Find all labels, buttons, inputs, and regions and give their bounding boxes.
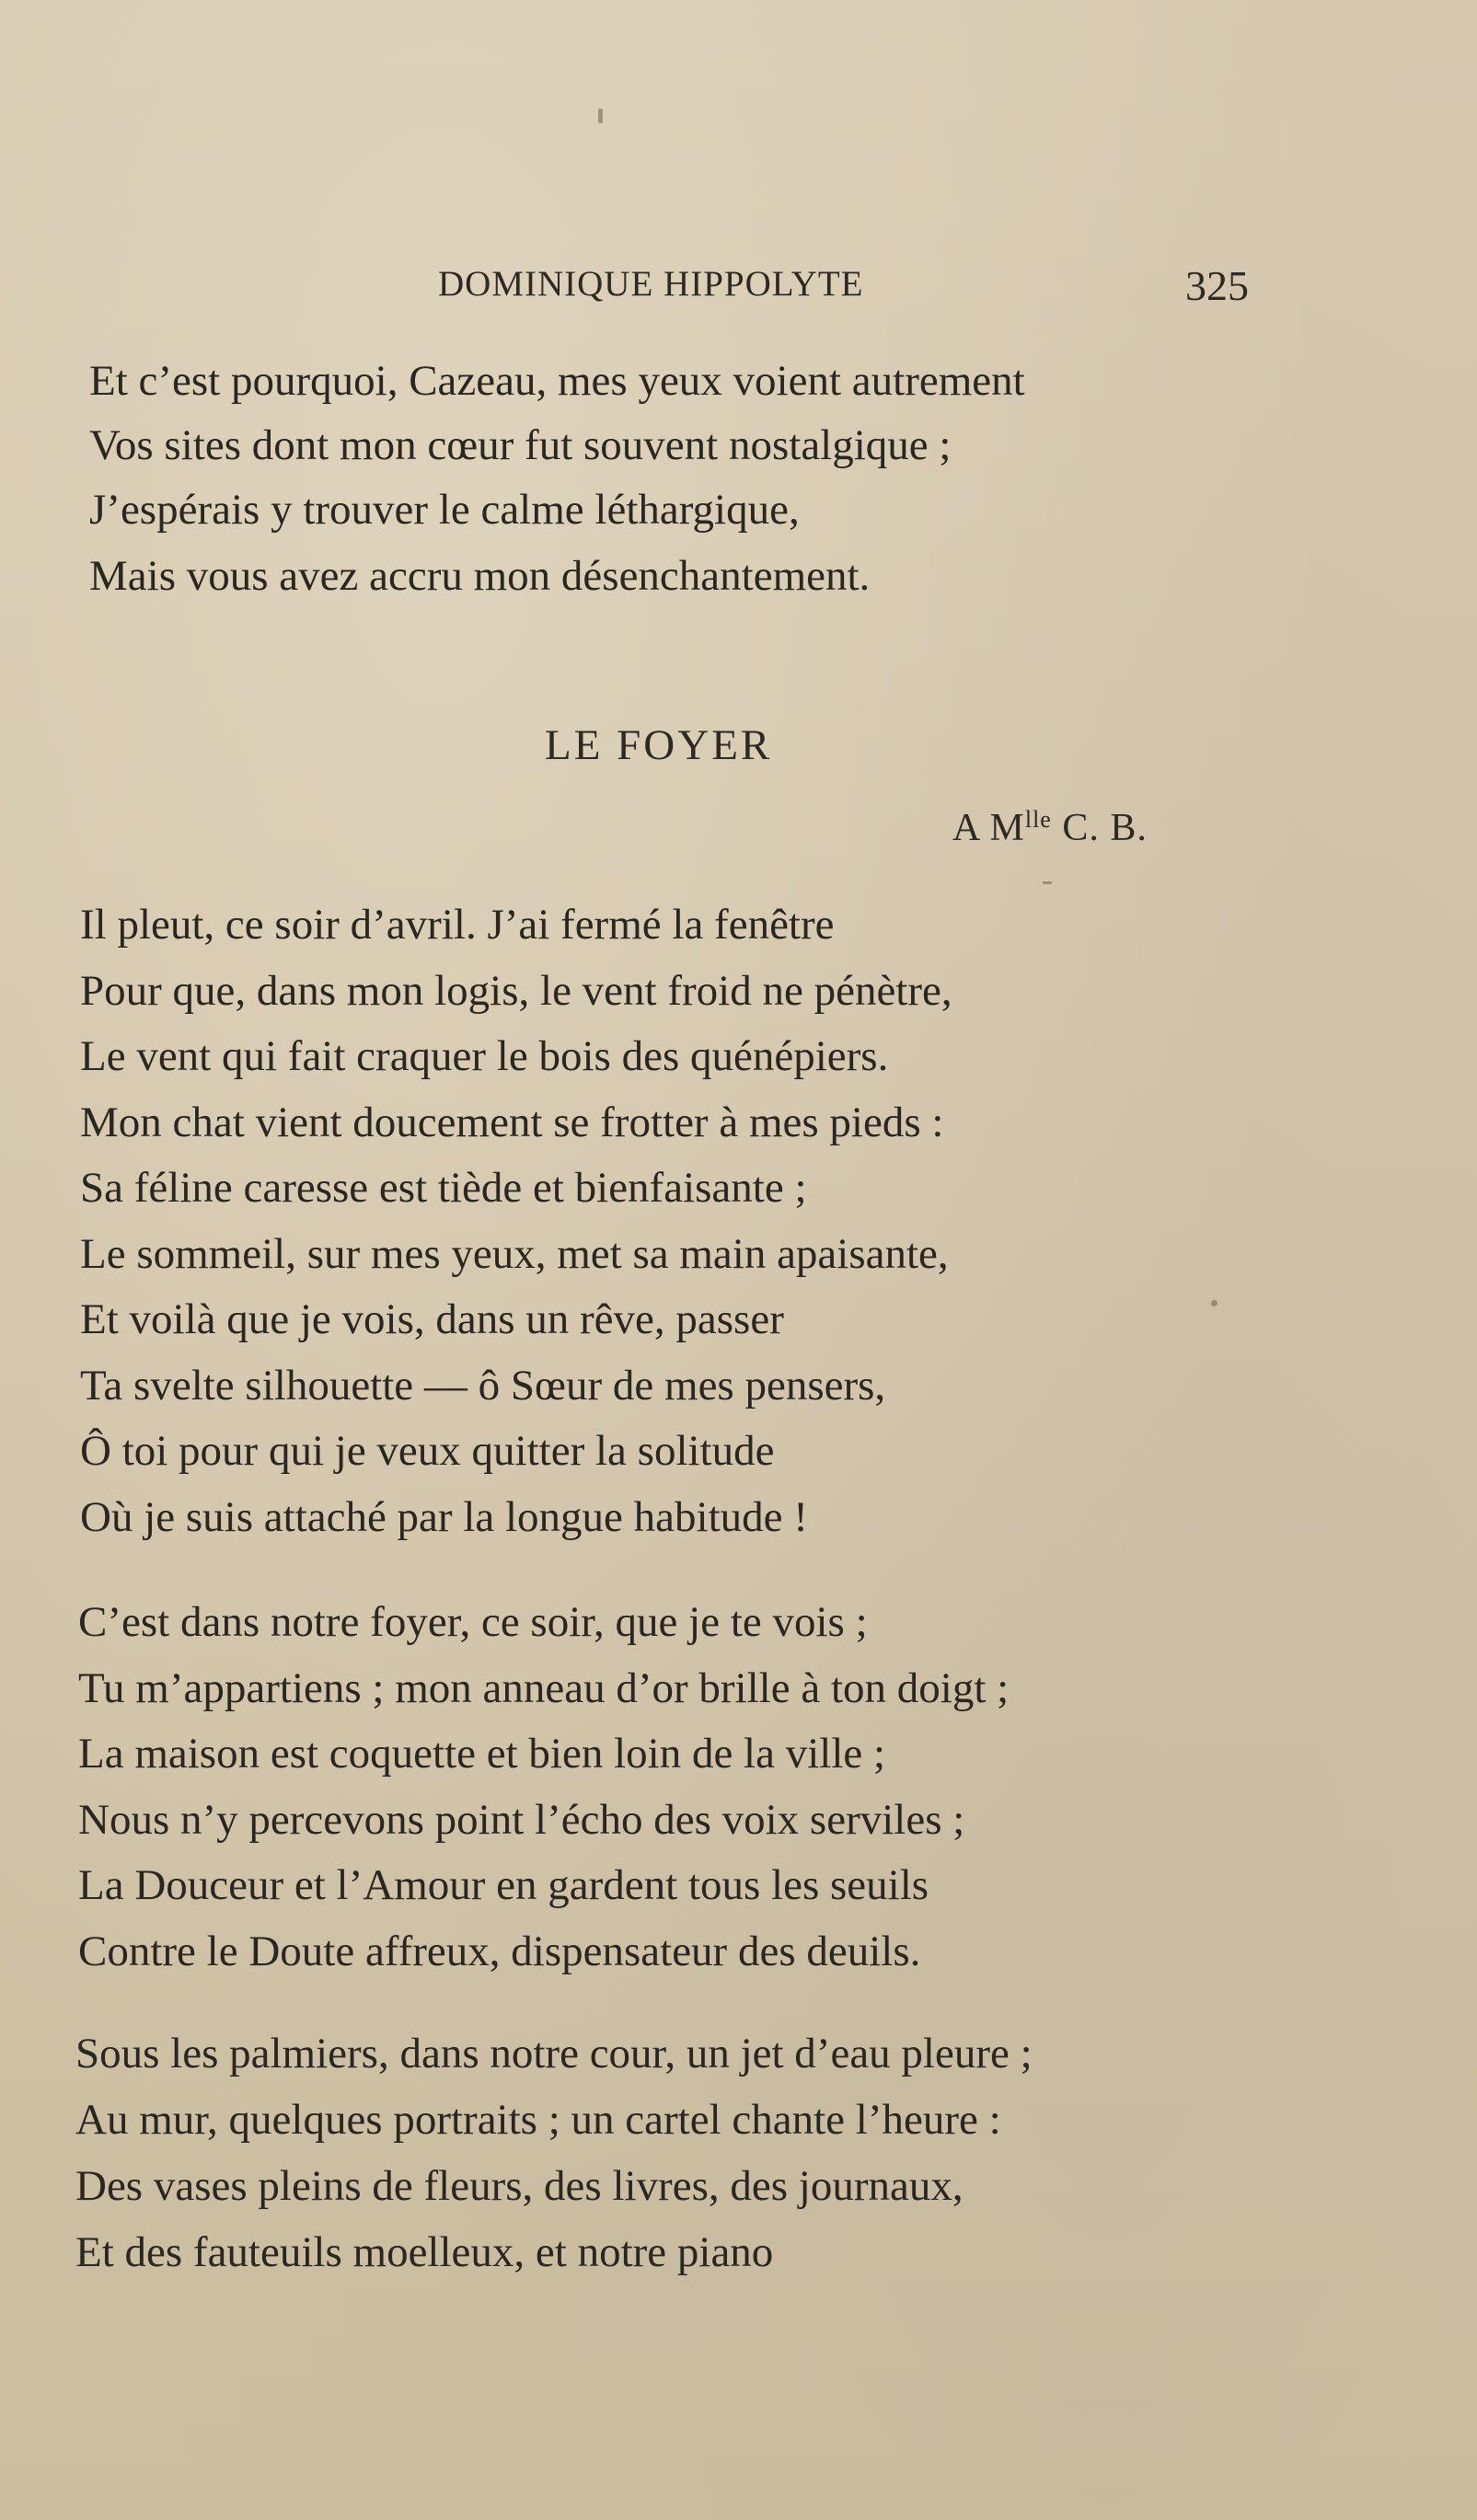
verse-line: Le vent qui fait craquer le bois des quénépiers. xyxy=(80,1032,889,1080)
verse-line: Ô toi pour qui je veux quitter la solitude xyxy=(80,1427,775,1475)
verse-line: Ta svelte silhouette — ô Sœur de mes pensers, xyxy=(80,1361,886,1410)
verse-line: Contre le Doute affreux, dispensateur des deuils. xyxy=(78,1927,921,1975)
verse-line: Le sommeil, sur mes yeux, met sa main apaisante, xyxy=(80,1229,949,1278)
stanza-three xyxy=(75,2020,1033,2285)
verse-line: Sous les palmiers, dans notre cour, un jet d’eau pleure ; xyxy=(75,2030,1033,2077)
stanza-two xyxy=(78,1590,1009,1985)
page-number: 325 xyxy=(1185,262,1249,309)
verse-line: Des vases pleins de fleurs, des livres, des journaux, xyxy=(75,2162,964,2210)
paper-speck xyxy=(1211,1300,1217,1306)
poem-dedication xyxy=(952,806,1148,850)
dedication-superscript: lle xyxy=(1024,806,1052,833)
paper-speck xyxy=(1043,881,1052,884)
verse-line: Où je suis attaché par la longue habitude ! xyxy=(80,1492,808,1541)
running-title: DOMINIQUE HIPPOLYTE xyxy=(438,264,864,304)
verse-line: La Douceur et l’Amour en gardent tous les seuils xyxy=(78,1861,929,1909)
poem-title: LE FOYER xyxy=(545,721,773,769)
verse-line: Au mur, quelques portraits ; un cartel chante l’heure : xyxy=(75,2096,1001,2144)
stanza-previous-poem-ending xyxy=(89,348,1025,609)
verse-line: Pour que, dans mon logis, le vent froid ne pénètre, xyxy=(80,966,952,1015)
stanza-one xyxy=(80,892,952,1550)
verse-line: Mais vous avez accru mon désenchantement. xyxy=(89,552,871,600)
verse-line: Et c’est pourquoi, Cazeau, mes yeux voient autrement xyxy=(89,357,1025,405)
dedication-prefix: A M xyxy=(952,807,1025,849)
dedication-suffix: C. B. xyxy=(1051,807,1148,849)
verse-line: Vos sites dont mon cœur fut souvent nostalgique ; xyxy=(89,421,952,469)
verse-line: Il pleut, ce soir d’avril. J’ai fermé la fenêtre xyxy=(80,901,835,949)
verse-line: Nous n’y percevons point l’écho des voix serviles ; xyxy=(78,1795,965,1844)
verse-line: Et voilà que je vois, dans un rêve, passer xyxy=(80,1295,784,1343)
verse-line: J’espérais y trouver le calme léthargique, xyxy=(89,486,800,534)
verse-line: Tu m’appartiens ; mon anneau d’or brille à ton doigt ; xyxy=(78,1663,1010,1712)
paper-speck xyxy=(598,109,603,123)
verse-line: Et des fauteuils moelleux, et notre piano xyxy=(75,2228,774,2276)
verse-line: C’est dans notre foyer, ce soir, que je te vois ; xyxy=(78,1598,868,1646)
verse-line: Sa féline caresse est tiède et bienfaisante ; xyxy=(80,1164,807,1212)
verse-line: Mon chat vient doucement se frotter à mes pieds : xyxy=(80,1098,944,1146)
verse-line: La maison est coquette et bien loin de la ville ; xyxy=(78,1730,886,1778)
